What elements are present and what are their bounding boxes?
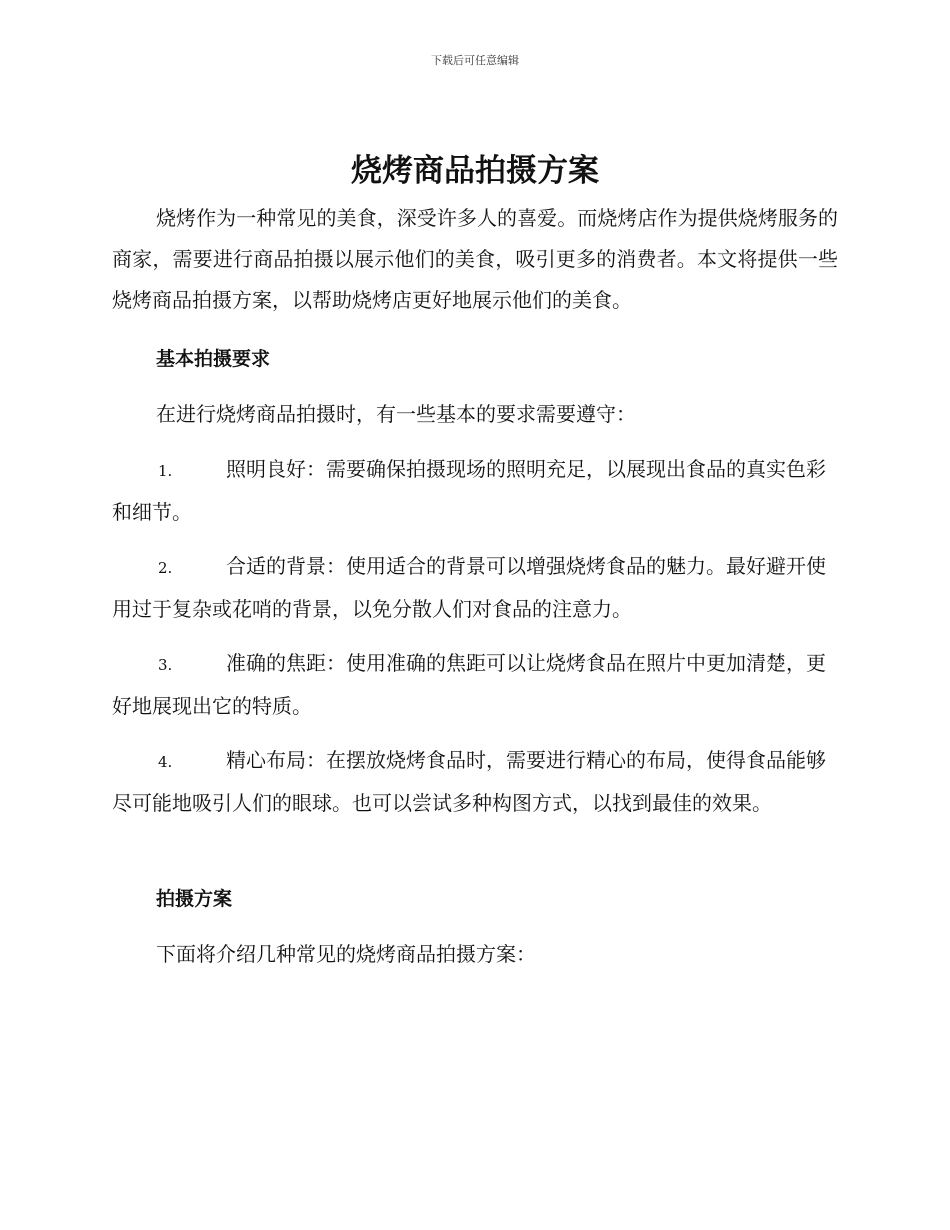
list-item: [112, 449, 838, 533]
list-item-text: 准确的焦距：使用准确的焦距可以让烧烤食品在照片中更加清楚，更好地展现出它的特质。: [112, 651, 826, 718]
section-lead-paragraph: 下面将介绍几种常见的烧烤商品拍摄方案：: [156, 942, 536, 966]
section-heading-shooting-plan: 拍摄方案: [156, 888, 233, 910]
list-item: [112, 643, 838, 727]
list-item-text: 精心布局：在摆放烧烤食品时，需要进行精心的布局，使得食品能够尽可能地吸引人们的眼球。也可以尝试多种构图方式，以找到最佳的效果。: [112, 748, 826, 815]
intro-paragraph: 烧烤作为一种常见的美食，深受许多人的喜爱。而烧烤店作为提供烧烤服务的商家，需要进行商品拍摄以展示他们的美食，吸引更多的消费者。本文将提供一些烧烤商品拍摄方案，以帮助烧烤店更好地展示他们的美食。: [112, 206, 838, 312]
list-item-number: 4.: [158, 753, 173, 771]
section-heading-basic-requirements: 基本拍摄要求: [156, 348, 271, 370]
list-item-text: 合适的背景：使用适合的背景可以增强烧烤食品的魅力。最好避开使用过于复杂或花哨的背景，以免分散人们对食品的注意力。: [112, 554, 826, 621]
list-item-number: 2.: [158, 559, 173, 577]
list-item-text: 照明良好：需要确保拍摄现场的照明充足，以展现出食品的真实色彩和细节。: [112, 457, 826, 524]
list-item: [112, 546, 838, 630]
list-item-number: 1.: [158, 462, 173, 480]
section-lead-paragraph: 在进行烧烤商品拍摄时，有一些基本的要求需要遵守：: [156, 402, 636, 426]
list-item: [112, 740, 838, 824]
page-header-note: 下载后可任意编辑: [431, 54, 519, 67]
document-title: 烧烤商品拍摄方案: [351, 153, 599, 189]
list-item-number: 3.: [158, 656, 173, 674]
